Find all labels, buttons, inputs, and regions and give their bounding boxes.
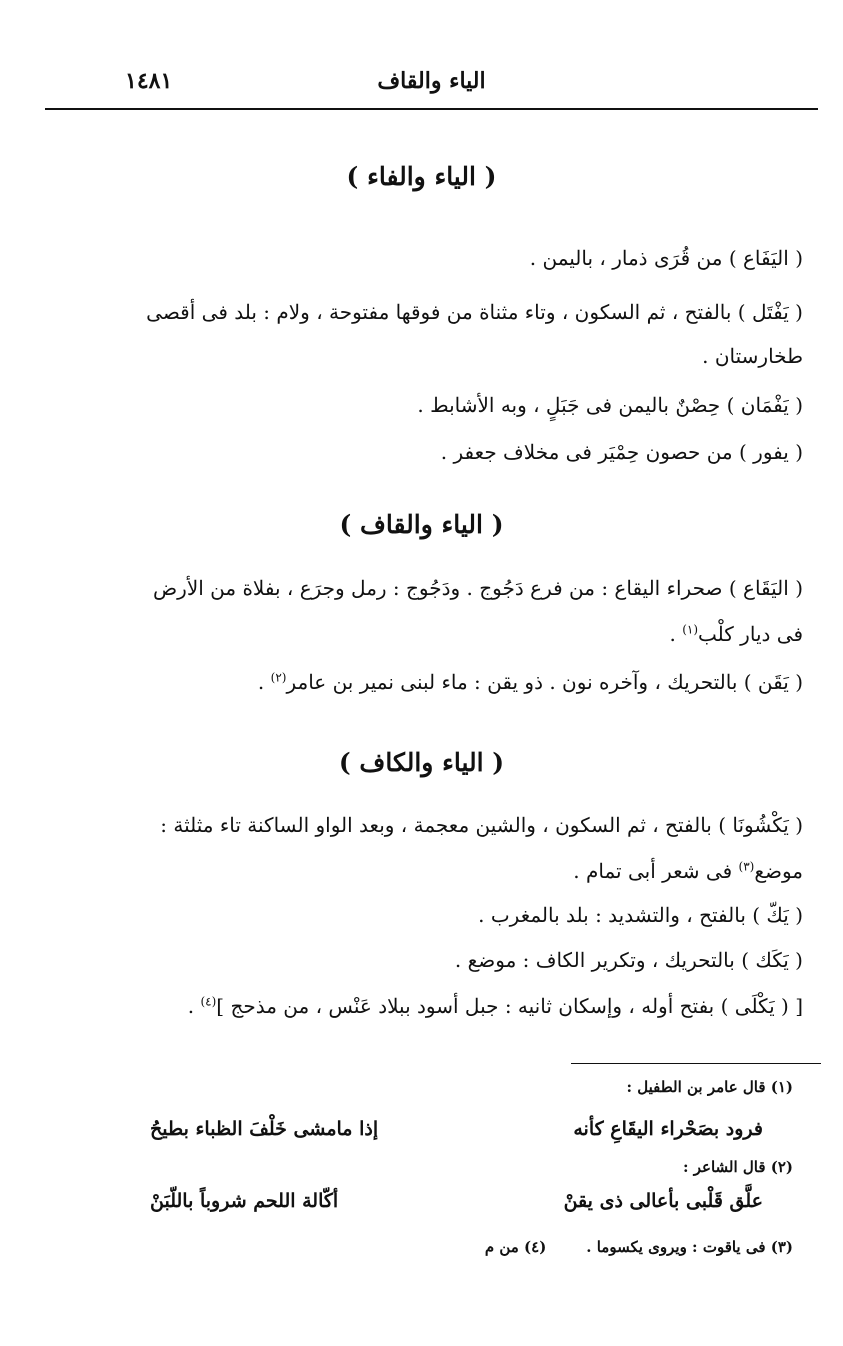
- hemistich: علَّق قَلْبى بأعالى ذى يقنْ: [563, 1190, 763, 1212]
- entry-yaqan: [40, 660, 803, 704]
- running-title: الياء والقاف: [377, 68, 486, 94]
- entry-yaqaa: ( اليَقَاع ) صحراء اليقاع : من فرع دَجُوج . ودَجُوج : رمل وجرَع ، بفلاة من الأرض: [152, 576, 803, 600]
- entry-text: [ ( يَكْلَى ) بفتح أوله ، وإسكان ثانيه : جبل أسود ببلاد عَنْس ، من مذحج ]: [216, 994, 803, 1018]
- footnote-4: (٤) من م: [484, 1238, 547, 1256]
- footnote-ref-3[interactable]: (٣): [738, 859, 755, 874]
- entry-text: ( يَقَن ) بالتحريك ، وآخره نون . ذو يقن : ماء لبنى نمير بن عامر: [286, 670, 803, 694]
- entry-yakshuna: ( يَكْشُونَا ) بالفتح ، ثم السكون ، والشين معجمة ، وبعد الواو الساكنة تاء مثلثة :: [160, 813, 803, 837]
- hemistich: أكّالة اللحم شروباً باللّبَنْ: [150, 1190, 339, 1212]
- entry-yaqaa-cont: [40, 612, 803, 656]
- entry-text: .: [669, 622, 683, 646]
- footnote-ref-4[interactable]: (٤): [200, 994, 217, 1009]
- page-header: [45, 68, 818, 104]
- entry-yakla: [40, 984, 803, 1028]
- footnote-ref-1[interactable]: (١): [682, 622, 699, 637]
- section-heading-kaf: ( الياء والكاف ): [338, 748, 505, 777]
- footnote-3: (٣) فى ياقوت : ويروى يكسوما .: [586, 1238, 793, 1256]
- footnote-ref-2[interactable]: (٢): [270, 670, 287, 685]
- entry-yakak: ( يَكَك ) بالتحريك ، وتكرير الكاف : موضع .: [454, 948, 803, 972]
- header-rule: [45, 108, 818, 110]
- entry-text: موضع: [754, 859, 803, 883]
- footnote-1-verse: [150, 1118, 763, 1140]
- entry-text: فى شعر أبى تمام .: [573, 859, 739, 883]
- footnote-2-verse: [150, 1190, 763, 1212]
- section-heading-qaf: ( الياء والقاف ): [339, 510, 504, 539]
- section-heading-fa: ( الياء والفاء ): [346, 162, 497, 191]
- entry-yafman: ( يَفْمَان ) حِصْنٌ باليمن فى جَبَلٍ ، وبه الأشابط .: [417, 393, 803, 417]
- entry-text: فى ديار كلْب: [698, 622, 803, 646]
- entry-yakshuna-cont: [40, 849, 803, 893]
- footnote-1-intro: (١) قال عامر بن الطفيل :: [626, 1078, 793, 1096]
- entry-text: .: [187, 994, 201, 1018]
- entry-yaftal: ( يَفْتَل ) بالفتح ، ثم السكون ، وتاء مثناة من فوقها مفتوحة ، ولام : بلد فى أقصى: [146, 300, 803, 324]
- entry-yafur: ( يفور ) من حصون حِمْيَر فى مخلاف جعفر .: [440, 440, 803, 464]
- footnote-rule: [571, 1063, 821, 1064]
- entry-yaftal-cont: طخارستان .: [702, 344, 803, 368]
- entry-yafaa: ( اليَفَاع ) من قُرَى ذمار ، باليمن .: [529, 246, 803, 270]
- entry-text: .: [257, 670, 271, 694]
- entry-yakk: ( يَكّ ) بالفتح ، والتشديد : بلد بالمغرب .: [478, 903, 803, 927]
- hemistich: إذا مامشى خَلْفَ الظباء بطيحُ: [150, 1118, 379, 1140]
- footnotes-3-4: [50, 1238, 793, 1256]
- page-number: ١٤٨١: [125, 68, 173, 94]
- hemistich: فرود بصَحْراء اليقَاعِ كأنه: [573, 1118, 763, 1140]
- footnote-2-intro: (٢) قال الشاعر :: [682, 1158, 793, 1176]
